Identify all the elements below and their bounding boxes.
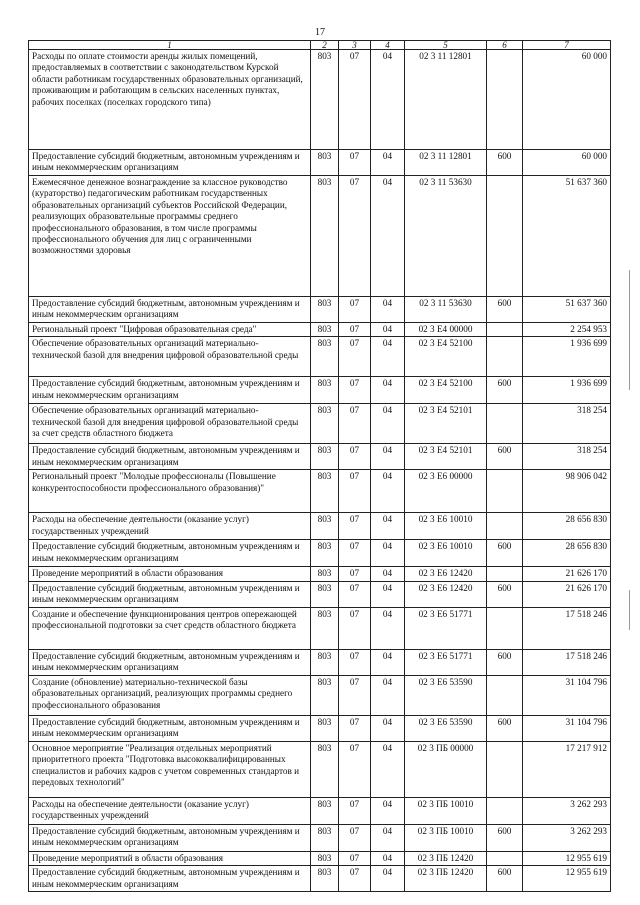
row-target-article: 02 3 E6 51771 [405,607,487,649]
row-target-article: 02 3 E6 53590 [405,675,487,715]
row-admin-code: 803 [311,444,339,470]
row-subsection-code: 04 [371,513,405,540]
row-section-code: 07 [339,581,371,607]
row-name: Проведение мероприятий в области образования [29,851,311,865]
row-section-code: 07 [339,404,371,444]
row-target-article: 02 3 E6 53590 [405,715,487,741]
table-row [29,851,611,865]
row-subsection-code: 04 [371,337,405,377]
table-row [29,444,611,470]
row-expense-type [487,607,523,649]
column-header: 4 [371,41,405,50]
row-section-code: 07 [339,444,371,470]
row-amount: 51 637 360 [523,176,611,297]
row-amount: 318 254 [523,404,611,444]
row-expense-type [487,675,523,715]
row-target-article: 02 3 ПБ 12420 [405,866,487,892]
column-header: 2 [311,41,339,50]
row-admin-code: 803 [311,675,339,715]
row-section-code: 07 [339,797,371,824]
row-section-code: 07 [339,741,371,797]
row-subsection-code: 04 [371,470,405,513]
row-amount: 31 104 796 [523,715,611,741]
row-amount: 17 518 246 [523,607,611,649]
table-row [29,404,611,444]
table-row [29,741,611,797]
page-number: 17 [315,27,325,38]
row-subsection-code: 04 [371,675,405,715]
row-subsection-code: 04 [371,404,405,444]
row-section-code: 07 [339,50,371,150]
row-section-code: 07 [339,297,371,323]
row-expense-type: 600 [487,649,523,675]
row-target-article: 02 3 ПБ 10010 [405,824,487,851]
row-section-code: 07 [339,866,371,892]
row-amount: 28 656 830 [523,513,611,540]
row-amount: 3 262 293 [523,797,611,824]
row-amount: 21 626 170 [523,567,611,581]
table-row [29,824,611,851]
row-name: Предоставление субсидий бюджетным, автономным учреждениям и иным некоммерческим организациям [29,540,311,567]
row-expense-type [487,797,523,824]
row-name: Предоставление субсидий бюджетным, автономным учреждениям и иным некоммерческим организациям [29,866,311,892]
row-section-code: 07 [339,715,371,741]
row-admin-code: 803 [311,377,339,404]
budget-table [28,40,611,892]
row-expense-type [487,337,523,377]
row-section-code: 07 [339,176,371,297]
row-expense-type: 600 [487,581,523,607]
row-name: Предоставление субсидий бюджетным, автономным учреждениям и иным некоммерческим организациям [29,377,311,404]
row-expense-type [487,50,523,150]
row-subsection-code: 04 [371,176,405,297]
row-subsection-code: 04 [371,797,405,824]
table-row [29,150,611,176]
row-name: Предоставление субсидий бюджетным, автономным учреждениям и иным некоммерческим организациям [29,824,311,851]
row-admin-code: 803 [311,581,339,607]
row-admin-code: 803 [311,404,339,444]
row-section-code: 07 [339,675,371,715]
row-subsection-code: 04 [371,581,405,607]
scan-edge-mark [629,270,630,390]
row-amount: 28 656 830 [523,540,611,567]
row-amount: 1 936 699 [523,377,611,404]
row-admin-code: 803 [311,513,339,540]
row-target-article: 02 3 E4 52101 [405,444,487,470]
column-header: 6 [487,41,523,50]
row-name: Предоставление субсидий бюджетным, автономным учреждениям и иным некоммерческим организациям [29,649,311,675]
row-amount: 60 000 [523,50,611,150]
row-admin-code: 803 [311,851,339,865]
table-row [29,866,611,892]
row-subsection-code: 04 [371,851,405,865]
scan-edge-mark [629,590,630,630]
row-target-article: 02 3 11 53630 [405,297,487,323]
row-admin-code: 803 [311,649,339,675]
table-row [29,297,611,323]
row-target-article: 02 3 E4 52100 [405,337,487,377]
row-admin-code: 803 [311,567,339,581]
row-name: Расходы по оплате стоимости аренды жилых помещений, предоставляемых в соответствии с законодательством Курской области работникам государственных образовательных организаций, проживающим и работающим в сельских населенных пунктах, рабочих поселках (поселках городского типа) [29,50,311,150]
row-expense-type [487,470,523,513]
row-expense-type [487,404,523,444]
row-amount: 2 254 953 [523,323,611,337]
row-admin-code: 803 [311,824,339,851]
row-target-article: 02 3 E6 00000 [405,470,487,513]
row-expense-type [487,851,523,865]
row-subsection-code: 04 [371,715,405,741]
row-target-article: 02 3 ПБ 10010 [405,797,487,824]
row-expense-type: 600 [487,824,523,851]
table-row [29,797,611,824]
table-row [29,607,611,649]
row-subsection-code: 04 [371,150,405,176]
row-target-article: 02 3 ПБ 00000 [405,741,487,797]
column-header: 3 [339,41,371,50]
row-expense-type: 600 [487,297,523,323]
table-row [29,377,611,404]
row-expense-type: 600 [487,540,523,567]
row-section-code: 07 [339,513,371,540]
row-target-article: 02 3 E4 52100 [405,377,487,404]
row-admin-code: 803 [311,741,339,797]
row-name: Обеспечение образовательных организаций материально-технической базой для внедрения цифровой образовательной среды за счет средств областного бюджета [29,404,311,444]
row-expense-type [487,741,523,797]
row-name: Обеспечение образовательных организаций материально-технической базой для внедрения цифровой образовательной среды [29,337,311,377]
row-subsection-code: 04 [371,567,405,581]
column-header: 1 [29,41,311,50]
row-name: Основное мероприятие "Реализация отдельных мероприятий приоритетного проекта "Подготовка высококвалифицированных специалистов и рабочих кадров с учетом современных стандартов и передовых технологий" [29,741,311,797]
row-subsection-code: 04 [371,540,405,567]
row-target-article: 02 3 E4 52101 [405,404,487,444]
row-amount: 12 955 619 [523,851,611,865]
row-section-code: 07 [339,377,371,404]
table-row [29,540,611,567]
row-amount: 98 906 042 [523,470,611,513]
row-name: Ежемесячное денежное вознаграждение за классное руководство (кураторство) педагогическим работникам государственных образовательных организаций субъектов Российской Федерации, реализующих образовательные программы среднего профессионального образования, в том числе программы профессионального обучения для лиц с ограниченными возможностями здоровья [29,176,311,297]
table-row [29,581,611,607]
row-name: Расходы на обеспечение деятельности (оказание услуг) государственных учреждений [29,513,311,540]
table-row [29,337,611,377]
row-amount: 17 518 246 [523,649,611,675]
row-target-article: 02 3 E6 12420 [405,567,487,581]
row-name: Предоставление субсидий бюджетным, автономным учреждениям и иным некоммерческим организациям [29,297,311,323]
row-section-code: 07 [339,150,371,176]
row-name: Создание (обновление) материально-технической базы образовательных организаций, реализующих программы среднего профессионального образования [29,675,311,715]
row-admin-code: 803 [311,297,339,323]
row-admin-code: 803 [311,866,339,892]
row-admin-code: 803 [311,150,339,176]
column-header: 5 [405,41,487,50]
row-target-article: 02 3 E6 10010 [405,513,487,540]
row-subsection-code: 04 [371,323,405,337]
row-amount: 12 955 619 [523,866,611,892]
row-amount: 60 000 [523,150,611,176]
row-name: Предоставление субсидий бюджетным, автономным учреждениям и иным некоммерческим организациям [29,150,311,176]
row-expense-type: 600 [487,866,523,892]
row-amount: 17 217 912 [523,741,611,797]
table-row [29,675,611,715]
row-admin-code: 803 [311,50,339,150]
row-expense-type: 600 [487,150,523,176]
table-row [29,323,611,337]
row-section-code: 07 [339,851,371,865]
row-target-article: 02 3 E6 51771 [405,649,487,675]
row-subsection-code: 04 [371,377,405,404]
row-expense-type [487,567,523,581]
row-section-code: 07 [339,323,371,337]
row-name: Предоставление субсидий бюджетным, автономным учреждениям и иным некоммерческим организациям [29,444,311,470]
row-admin-code: 803 [311,797,339,824]
row-admin-code: 803 [311,176,339,297]
table-row [29,567,611,581]
row-amount: 21 626 170 [523,581,611,607]
row-subsection-code: 04 [371,824,405,851]
row-name: Региональный проект "Цифровая образовательная среда" [29,323,311,337]
row-name: Предоставление субсидий бюджетным, автономным учреждениям и иным некоммерческим организациям [29,581,311,607]
row-admin-code: 803 [311,337,339,377]
table-row [29,649,611,675]
row-target-article: 02 3 E4 00000 [405,323,487,337]
table-row [29,470,611,513]
row-admin-code: 803 [311,323,339,337]
row-section-code: 07 [339,540,371,567]
row-amount: 3 262 293 [523,824,611,851]
row-subsection-code: 04 [371,50,405,150]
row-target-article: 02 3 11 12801 [405,150,487,176]
row-expense-type: 600 [487,444,523,470]
row-admin-code: 803 [311,607,339,649]
row-target-article: 02 3 11 53630 [405,176,487,297]
row-admin-code: 803 [311,470,339,513]
table-row [29,176,611,297]
row-section-code: 07 [339,824,371,851]
row-expense-type: 600 [487,715,523,741]
column-header: 7 [523,41,611,50]
row-amount: 318 254 [523,444,611,470]
row-target-article: 02 3 E6 10010 [405,540,487,567]
header-row [29,41,611,50]
row-target-article: 02 3 11 12801 [405,50,487,150]
row-target-article: 02 3 ПБ 12420 [405,851,487,865]
row-section-code: 07 [339,649,371,675]
row-expense-type [487,513,523,540]
row-name: Создание и обеспечение функционирования центров опережающей профессиональной подготовки за счет средств областного бюджета [29,607,311,649]
table-row [29,715,611,741]
row-section-code: 07 [339,607,371,649]
row-admin-code: 803 [311,715,339,741]
row-name: Региональный проект "Молодые профессионалы (Повышение конкурентоспособности профессионального образования)" [29,470,311,513]
row-subsection-code: 04 [371,866,405,892]
row-amount: 31 104 796 [523,675,611,715]
row-admin-code: 803 [311,540,339,567]
row-expense-type [487,176,523,297]
row-section-code: 07 [339,337,371,377]
row-target-article: 02 3 E6 12420 [405,581,487,607]
row-subsection-code: 04 [371,444,405,470]
row-amount: 51 637 360 [523,297,611,323]
row-name: Расходы на обеспечение деятельности (оказание услуг) государственных учреждений [29,797,311,824]
row-subsection-code: 04 [371,607,405,649]
row-section-code: 07 [339,470,371,513]
row-expense-type: 600 [487,377,523,404]
row-expense-type [487,323,523,337]
row-subsection-code: 04 [371,741,405,797]
row-subsection-code: 04 [371,649,405,675]
row-name: Предоставление субсидий бюджетным, автономным учреждениям и иным некоммерческим организациям [29,715,311,741]
table-row [29,513,611,540]
row-amount: 1 936 699 [523,337,611,377]
table-row [29,50,611,150]
row-name: Проведение мероприятий в области образования [29,567,311,581]
row-subsection-code: 04 [371,297,405,323]
row-section-code: 07 [339,567,371,581]
